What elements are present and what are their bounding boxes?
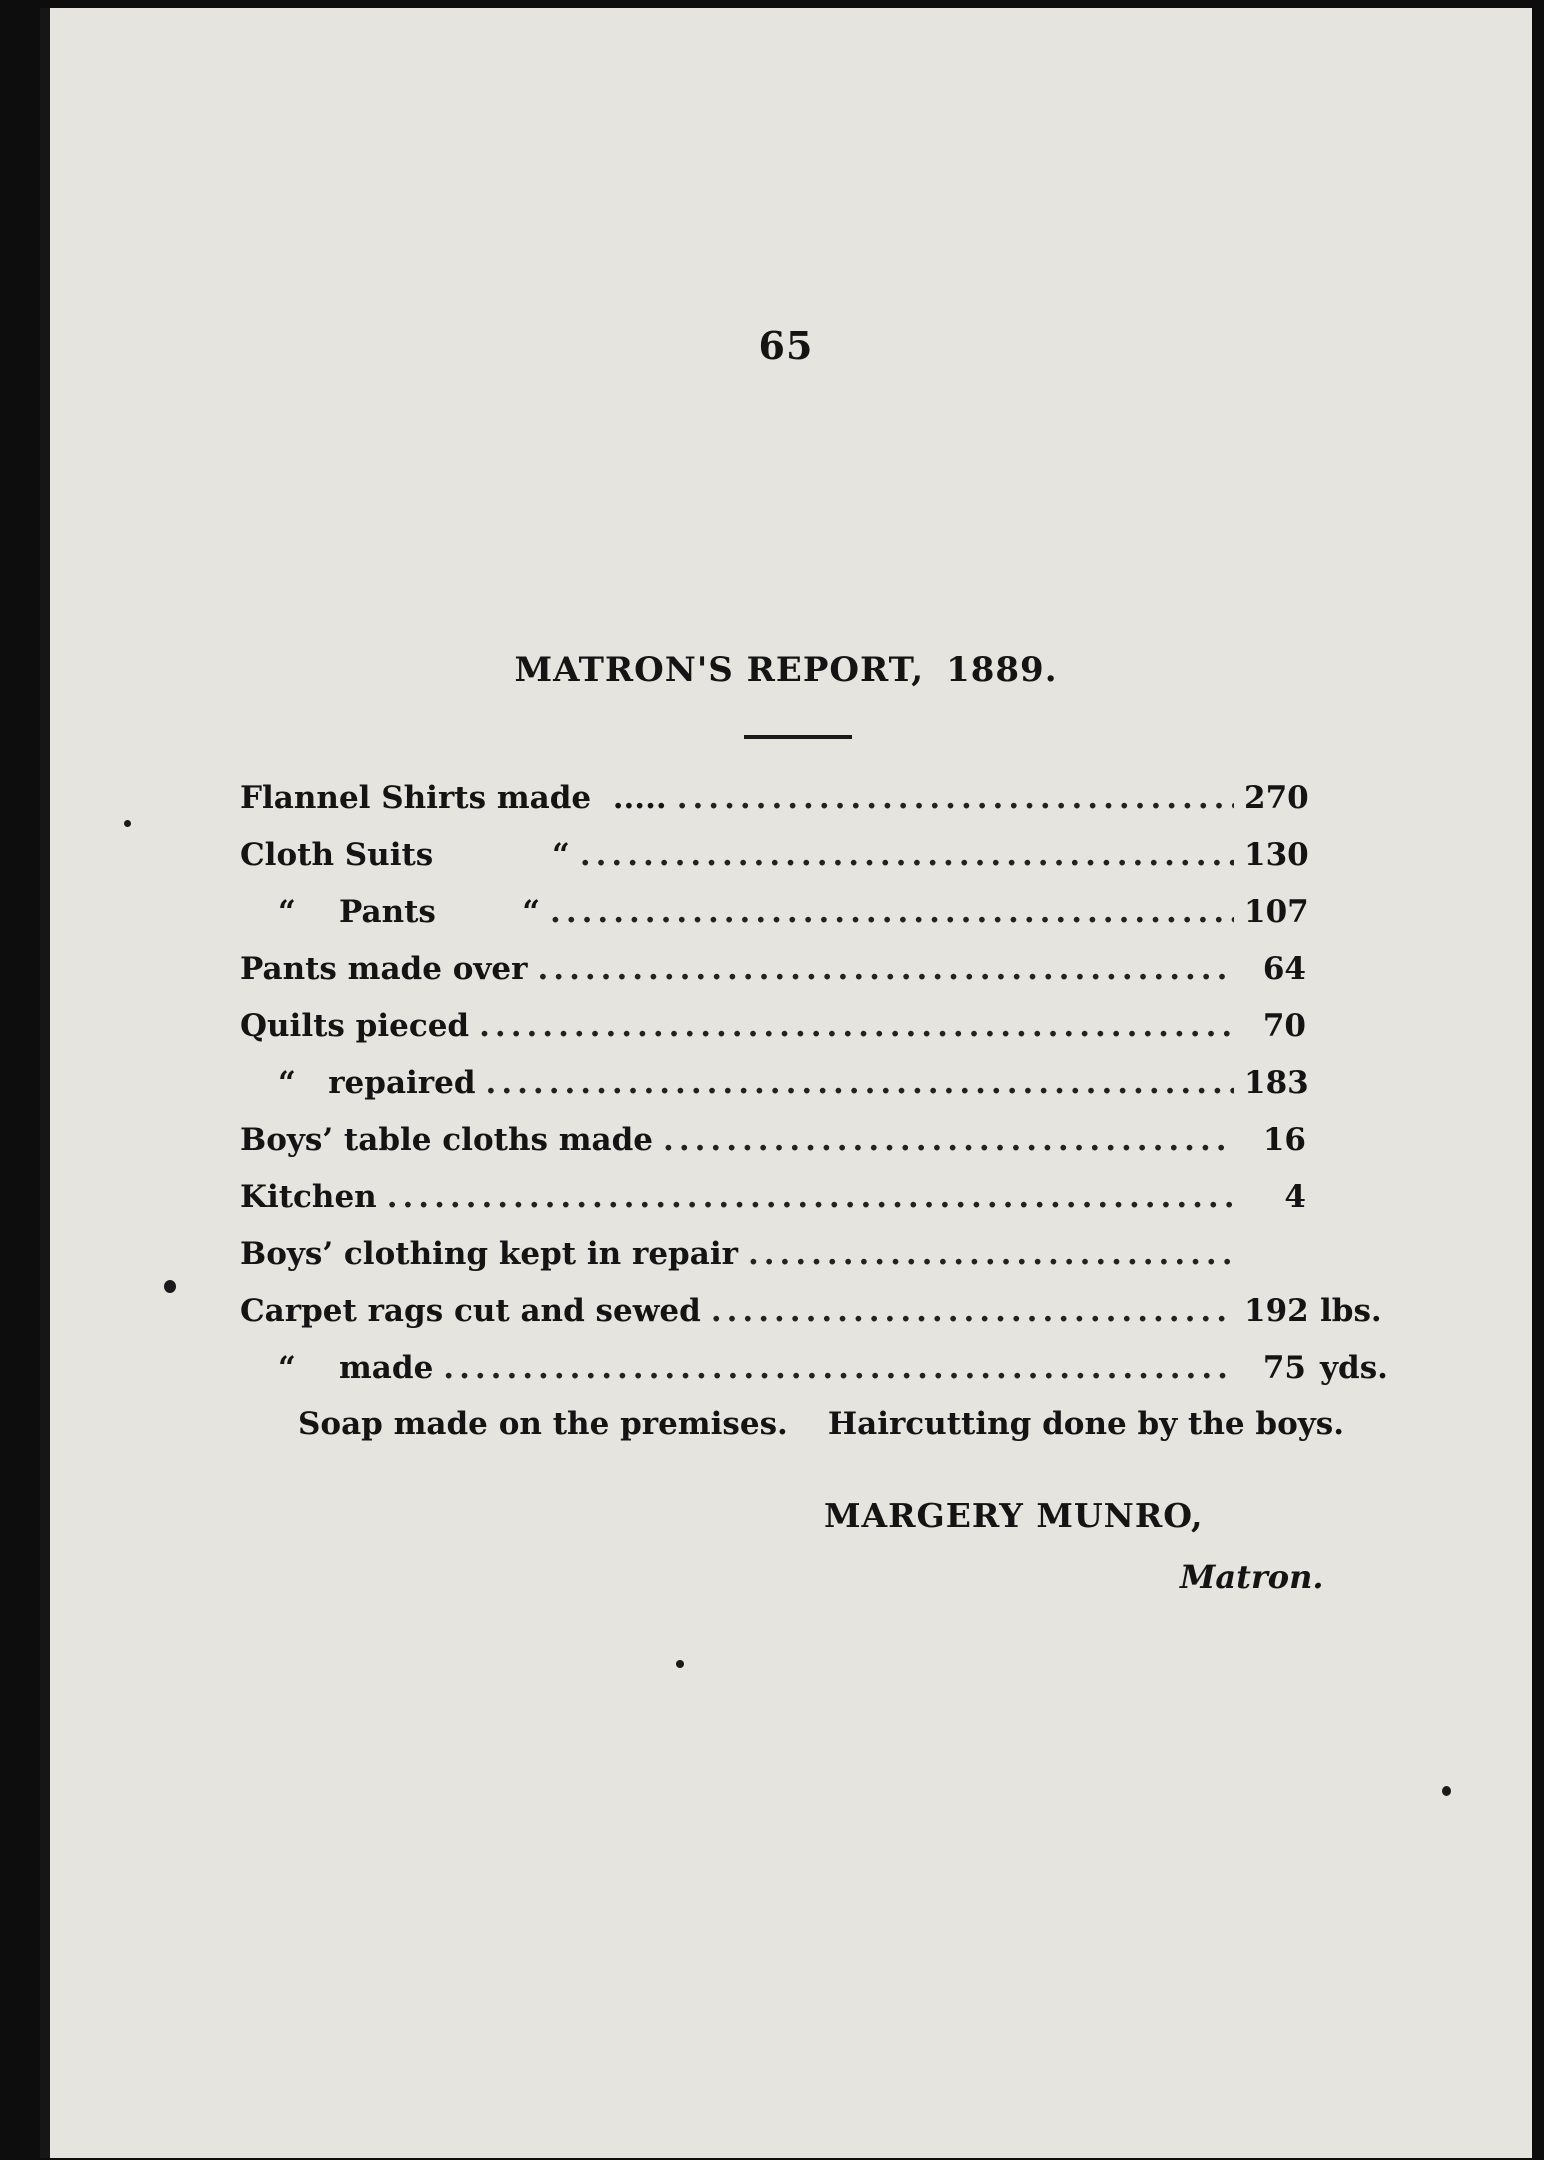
report-item-row [240,1293,1400,1350]
item-label: “ Pants “ [278,894,541,930]
dot-leader [486,1065,1234,1101]
item-amount: 270 [1244,780,1309,816]
item-label: “ repaired [278,1065,476,1101]
dot-leader [748,1236,1234,1272]
dot-leader [538,951,1235,987]
ink-speck [676,1660,684,1668]
report-items [240,780,1400,1407]
page-number: 65 [758,323,814,368]
note-haircutting: Haircutting done by the boys. [827,1406,1345,1442]
report-item-row [240,951,1400,1008]
dot-leader [711,1293,1234,1329]
dot-leader [677,780,1234,816]
item-amount: 16 [1262,1122,1306,1158]
report-title-text: MATRON'S REPORT, [514,650,925,690]
item-label: Quilts pieced [240,1008,470,1044]
item-label: Boys’ clothing kept in repair [240,1236,738,1272]
item-amount: 192 [1244,1293,1309,1329]
item-label: “ made [278,1350,434,1386]
dot-leader [387,1179,1234,1215]
signature-name: MARGERY MUNRO, [824,1496,1204,1535]
item-amount: 64 [1262,951,1306,987]
dot-leader [580,837,1234,873]
report-item-row [240,1350,1400,1407]
item-unit: lbs. [1320,1293,1382,1329]
item-label: Cloth Suits “ [240,837,570,873]
dot-leader [479,1008,1234,1044]
item-amount: 75 [1262,1350,1306,1386]
item-amount: 183 [1244,1065,1309,1101]
ink-speck [124,820,131,827]
report-item-row [240,1065,1400,1122]
item-label: Flannel Shirts made ..... [240,780,667,816]
item-amount: 107 [1244,894,1309,930]
title-divider [744,735,852,739]
ink-speck [164,1280,176,1293]
report-title [40,650,1532,690]
dot-leader [443,1350,1234,1386]
item-amount: 4 [1284,1179,1306,1215]
item-label: Carpet rags cut and sewed [240,1293,701,1329]
report-item-row [240,1236,1400,1293]
dot-leader [550,894,1234,930]
report-item-row [240,780,1400,837]
item-label: Pants made over [240,951,528,987]
report-item-row [240,837,1400,894]
ink-speck [1442,1786,1451,1796]
item-amount: 130 [1244,837,1309,873]
report-item-row [240,1179,1400,1236]
report-item-row [240,894,1400,951]
note-soap: Soap made on the premises. [298,1406,788,1442]
dot-leader [663,1122,1234,1158]
report-title-year: 1889. [946,650,1058,690]
item-unit: yds. [1320,1350,1388,1386]
document-page [40,8,1532,2158]
report-notes [298,1406,1344,1442]
signature-title: Matron. [1180,1558,1324,1596]
report-item-row [240,1122,1400,1179]
item-amount: 70 [1262,1008,1306,1044]
item-label: Kitchen [240,1179,377,1215]
report-item-row [240,1008,1400,1065]
item-label: Boys’ table cloths made [240,1122,654,1158]
